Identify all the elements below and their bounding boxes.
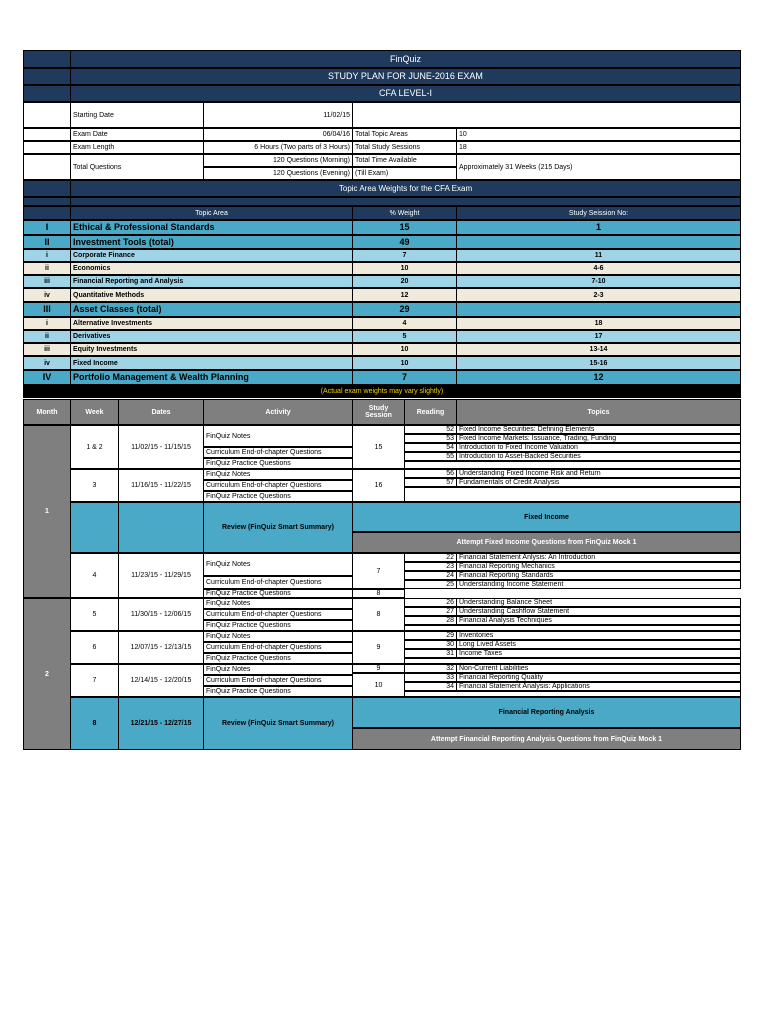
weight-row-topic: Financial Reporting and Analysis (70, 275, 353, 288)
weight-row-number: i (23, 317, 71, 330)
plan-subtitle: STUDY PLAN FOR JUNE-2016 EXAM (70, 68, 741, 85)
week-cell: 5 (70, 598, 119, 631)
reading-number: 56 (404, 469, 457, 478)
reading-topic: Fixed Income Securities: Defining Elements (456, 425, 741, 434)
reading-number: 34 (404, 682, 457, 691)
weight-row-topic: Quantitative Methods (70, 288, 353, 302)
week-cell: 6 (70, 631, 119, 664)
exam-date-label: Exam Date (70, 128, 204, 141)
activity-cell: FinQuiz Practice Questions (203, 458, 353, 469)
weights-header-topic: Topic Area (70, 206, 353, 220)
weight-row-percent: 20 (352, 275, 457, 288)
dates-cell: 11/30/15 - 12/06/15 (118, 598, 204, 631)
weights-title: Topic Area Weights for the CFA Exam (70, 180, 741, 197)
weight-row-session (456, 235, 741, 249)
month-cell: 1 (23, 425, 71, 598)
weight-row-topic: Economics (70, 262, 353, 275)
weight-row-topic: Corporate Finance (70, 249, 353, 262)
activity-cell: FinQuiz Practice Questions (203, 589, 353, 598)
reading-topic: Understanding Balance Sheet (456, 598, 741, 607)
exam-length-value: 6 Hours (Two parts of 3 Hours) (203, 141, 353, 154)
exam-date-value: 06/04/16 (203, 128, 353, 141)
weight-row-number: ii (23, 262, 71, 275)
study-session-cell: 8 (352, 598, 405, 631)
col-header-topics: Topics (456, 399, 741, 425)
row-filler (404, 658, 741, 664)
row-filler (404, 461, 741, 469)
weight-row-session: 4-6 (456, 262, 741, 275)
weight-row-session: 17 (456, 330, 741, 343)
reading-number: 29 (404, 631, 457, 640)
total-study-sessions-label: Total Study Sessions (352, 141, 457, 154)
weight-row-session: 1 (456, 220, 741, 235)
reading-number: 31 (404, 649, 457, 658)
spacer-left (23, 197, 71, 206)
weight-row-session: 7-10 (456, 275, 741, 288)
activity-cell: FinQuiz Notes (203, 598, 353, 609)
reading-number: 57 (404, 478, 457, 487)
reading-number: 25 (404, 580, 457, 589)
header-left-blank (23, 68, 71, 85)
weight-row-topic: Equity Investments (70, 343, 353, 356)
study-session-cell: 10 (352, 673, 405, 697)
weight-row-number: ii (23, 330, 71, 343)
activity-cell: FinQuiz Notes (203, 664, 353, 675)
total-study-sessions-value: 18 (456, 141, 741, 154)
starting-date-label: Starting Date (70, 102, 204, 128)
reading-number: 24 (404, 571, 457, 580)
study-session-cell: 8 (352, 589, 405, 598)
activity-cell: Curriculum End-of-chapter Questions (203, 480, 353, 491)
activity-cell: FinQuiz Practice Questions (203, 686, 353, 697)
weight-row-number: iii (23, 275, 71, 288)
activity-cell: Curriculum End-of-chapter Questions (203, 609, 353, 620)
reading-topic: Financial Reporting Quality (456, 673, 741, 682)
weight-row-percent: 4 (352, 317, 457, 330)
reading-topic: Introduction to Fixed Income Valuation (456, 443, 741, 452)
weight-row-percent: 10 (352, 356, 457, 370)
app-title: FinQuiz (70, 50, 741, 68)
reading-topic: Financial Analysis Techniques (456, 616, 741, 625)
total-topic-areas-label: Total Topic Areas (352, 128, 457, 141)
dates-cell: 11/02/15 - 11/15/15 (118, 425, 204, 469)
col-header-reading: Reading (404, 399, 457, 425)
weight-row-percent: 15 (352, 220, 457, 235)
activity-cell: Curriculum End-of-chapter Questions (203, 675, 353, 686)
month-cell: 2 (23, 598, 71, 750)
week-cell: 3 (70, 469, 119, 502)
col-header-week: Week (70, 399, 119, 425)
dates-cell: 11/16/15 - 11/22/15 (118, 469, 204, 502)
weight-row-number: iv (23, 356, 71, 370)
questions-evening: 120 Questions (Evening) (203, 167, 353, 180)
weight-row-number: iii (23, 343, 71, 356)
row-filler (404, 625, 741, 631)
dates-cell: 12/07/15 - 12/13/15 (118, 631, 204, 664)
reading-topic: Income Taxes (456, 649, 741, 658)
info-left-blank (23, 102, 71, 128)
week-cell: 7 (70, 664, 119, 697)
total-time-label-2: (Till Exam) (352, 167, 457, 180)
review-title: Financial Reporting Analysis (352, 697, 741, 728)
dates-cell: 11/23/15 - 11/29/15 (118, 553, 204, 598)
col-header-study-label: Study (368, 405, 389, 412)
header-left-blank (23, 50, 71, 68)
reading-number: 26 (404, 598, 457, 607)
study-session-cell: 15 (352, 425, 405, 469)
reading-topic: Fixed Income Markets: Issuance, Trading, Funding (456, 434, 741, 443)
total-time-value: Approximately 31 Weeks (215 Days) (456, 154, 741, 180)
weight-row-number: iv (23, 288, 71, 302)
weight-row-percent: 10 (352, 262, 457, 275)
weights-header-blank (23, 206, 71, 220)
activity-cell: FinQuiz Practice Questions (203, 653, 353, 664)
weight-row-session: 11 (456, 249, 741, 262)
reading-number: 30 (404, 640, 457, 649)
weight-row-number: IV (23, 370, 71, 385)
activity-cell: FinQuiz Practice Questions (203, 620, 353, 631)
weight-row-topic: Asset Classes (total) (70, 302, 353, 317)
exam-length-label: Exam Length (70, 141, 204, 154)
weight-row-percent: 49 (352, 235, 457, 249)
review-title: Fixed Income (352, 502, 741, 532)
activity-cell: FinQuiz Notes (203, 425, 353, 447)
weight-row-percent: 7 (352, 249, 457, 262)
weight-row-topic: Investment Tools (total) (70, 235, 353, 249)
week-cell: 4 (70, 553, 119, 598)
weight-row-number: i (23, 249, 71, 262)
week-cell: 8 (70, 697, 119, 750)
reading-number: 23 (404, 562, 457, 571)
dates-cell (118, 502, 204, 553)
review-activity: Review (FinQuiz Smart Summary) (203, 697, 353, 750)
reading-topic: Understanding Fixed Income Risk and Return (456, 469, 741, 478)
review-mock-instruction: Attempt Fixed Income Questions from FinQuiz Mock 1 (352, 532, 741, 553)
week-cell (70, 502, 119, 553)
weight-row-session: 13-14 (456, 343, 741, 356)
col-header-activity: Activity (203, 399, 353, 425)
activity-cell: Curriculum End-of-chapter Questions (203, 447, 353, 458)
col-header-session-label: Session (365, 412, 392, 419)
reading-topic: Financial Statement Analysis: Applications (456, 682, 741, 691)
weight-row-topic: Alternative Investments (70, 317, 353, 330)
activity-cell: FinQuiz Practice Questions (203, 491, 353, 502)
total-time-label-1: Total Time Available (352, 154, 457, 167)
weight-row-session: 15-16 (456, 356, 741, 370)
weight-row-session (456, 302, 741, 317)
weight-row-percent: 10 (352, 343, 457, 356)
col-header-month: Month (23, 399, 71, 425)
study-session-cell: 7 (352, 553, 405, 589)
activity-cell: Curriculum End-of-chapter Questions (203, 576, 353, 589)
weight-row-percent: 7 (352, 370, 457, 385)
info-left-blank (23, 141, 71, 154)
weight-row-percent: 5 (352, 330, 457, 343)
reading-topic: Financial Reporting Standards (456, 571, 741, 580)
reading-topic: Fundamentals of Credit Analysis (456, 478, 741, 487)
reading-number: 33 (404, 673, 457, 682)
weight-row-session: 2-3 (456, 288, 741, 302)
total-questions-label: Total Questions (70, 154, 204, 180)
reading-number: 22 (404, 553, 457, 562)
study-session-cell: 9 (352, 631, 405, 664)
reading-number: 55 (404, 452, 457, 461)
reading-topic: Understanding Income Statement (456, 580, 741, 589)
reading-topic: Introduction to Asset-Backed Securities (456, 452, 741, 461)
weights-header-session: Study Seission No: (456, 206, 741, 220)
reading-topic: Inventories (456, 631, 741, 640)
weight-row-number: III (23, 302, 71, 317)
activity-cell: Curriculum End-of-chapter Questions (203, 642, 353, 653)
weights-left-blank (23, 180, 71, 197)
weight-row-topic: Fixed Income (70, 356, 353, 370)
weight-row-session: 18 (456, 317, 741, 330)
reading-number: 53 (404, 434, 457, 443)
week-cell: 1 & 2 (70, 425, 119, 469)
reading-topic: Financial Statement Anlysis: An Introduction (456, 553, 741, 562)
info-left-blank (23, 128, 71, 141)
activity-cell: FinQuiz Notes (203, 469, 353, 480)
weight-row-topic: Derivatives (70, 330, 353, 343)
reading-topic: Financial Reporting Mechanics (456, 562, 741, 571)
col-header-dates: Dates (118, 399, 204, 425)
reading-topic: Understanding Cashflow Statement (456, 607, 741, 616)
header-left-blank (23, 85, 71, 102)
review-activity: Review (FinQuiz Smart Summary) (203, 502, 353, 553)
reading-topic: Non-Current Liabilities (456, 664, 741, 673)
row-filler (404, 487, 741, 502)
reading-topic: Long Lived Assets (456, 640, 741, 649)
activity-cell: FinQuiz Notes (203, 631, 353, 642)
spacer (70, 197, 741, 206)
study-session-cell: 9 (352, 664, 405, 673)
dates-cell: 12/21/15 - 12/27/15 (118, 697, 204, 750)
review-mock-instruction: Attempt Financial Reporting Analysis Questions from FinQuiz Mock 1 (352, 728, 741, 750)
weight-row-session: 12 (456, 370, 741, 385)
weight-row-percent: 29 (352, 302, 457, 317)
questions-morning: 120 Questions (Morning) (203, 154, 353, 167)
reading-number: 28 (404, 616, 457, 625)
weight-row-percent: 12 (352, 288, 457, 302)
study-session-cell: 16 (352, 469, 405, 502)
starting-date-filler (352, 102, 741, 128)
reading-number: 54 (404, 443, 457, 452)
weights-header-weight: % Weight (352, 206, 457, 220)
info-left-blank (23, 154, 71, 180)
level-title: CFA LEVEL-I (70, 85, 741, 102)
dates-cell: 12/14/15 - 12/20/15 (118, 664, 204, 697)
total-topic-areas-value: 10 (456, 128, 741, 141)
weight-row-number: I (23, 220, 71, 235)
reading-number: 27 (404, 607, 457, 616)
reading-number: 52 (404, 425, 457, 434)
activity-cell: FinQuiz Notes (203, 553, 353, 576)
weights-note: (Actual exam weights may vary slightly) (23, 385, 741, 398)
reading-number: 32 (404, 664, 457, 673)
weight-row-topic: Ethical & Professional Standards (70, 220, 353, 235)
weight-row-number: II (23, 235, 71, 249)
starting-date-value: 11/02/15 (203, 102, 353, 128)
weight-row-topic: Portfolio Management & Wealth Planning (70, 370, 353, 385)
col-header-study-session (352, 399, 405, 425)
